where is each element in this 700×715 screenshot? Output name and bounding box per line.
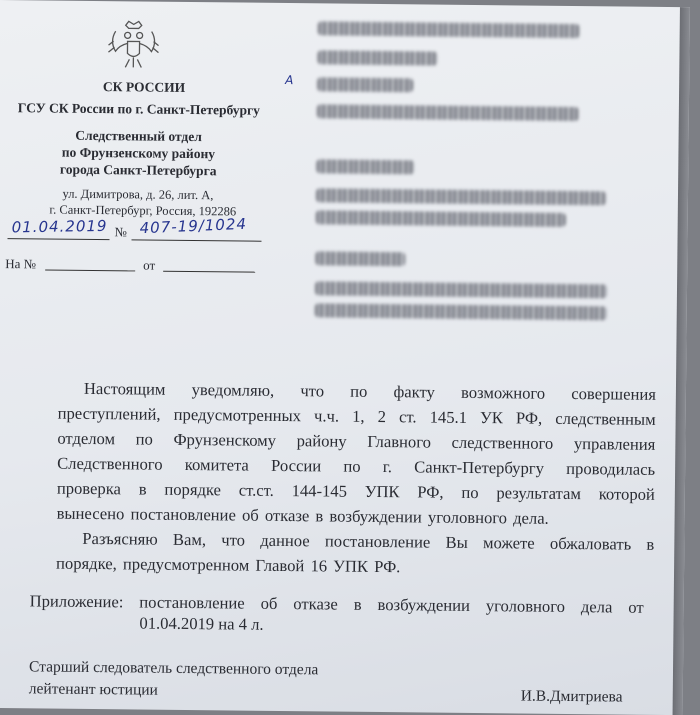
body-line: преступлений, предусмотренных ч.ч. 1, 2 ст. 145.1 УК РФ, следственным [57, 403, 656, 429]
attachment-line: Приложение: постановление об отказе в возбуждении уголовного дела от [29, 591, 644, 617]
dept-line-2: по Фрунзенскому району [61, 144, 216, 162]
number-underline [131, 239, 261, 241]
paper-edge-shadow [673, 7, 690, 715]
dept-line-1: Следственный отдел [75, 127, 202, 145]
body-line: проверка в порядке ст.ст. 144-145 УПК РФ, по результатам которой [56, 478, 655, 504]
redacted-line [317, 50, 437, 65]
body-line: отделом по Фрунзенскому району Главного следственного управления [57, 428, 656, 454]
body-line: порядке, предусмотренном Главой 16 УПК РФ. [56, 553, 401, 577]
signer-name: И.В.Дмитриева [520, 687, 623, 706]
pen-mark: А [285, 72, 295, 88]
ref-number-label: На № [5, 256, 37, 272]
redacted-line [315, 303, 607, 320]
handwritten-date: 01.04.2019 [11, 216, 108, 237]
body-line: вынесено постановление об отказе в возбуждении уголовного дела. [56, 503, 549, 528]
address-line-2: г. Санкт-Петербург, Россия, 192286 [49, 202, 237, 219]
signer-title: Старший следователь следственного отдела [28, 658, 319, 679]
handwritten-number: 407-19/1024 [139, 214, 248, 238]
coat-of-arms-icon [105, 19, 162, 72]
org-subname: ГСУ СК России по г. Санкт-Петербургу [17, 100, 261, 118]
redacted-line [316, 210, 566, 227]
date-underline [7, 238, 109, 240]
redacted-addressee [0, 0, 690, 7]
body-line: Следственного комитета России по г. Санкт-Петербургу проводилась [57, 453, 656, 479]
body-line: Разъясняю Вам, что данное постановление Вы можете обжаловать в [82, 528, 655, 554]
address-line-1: ул. Димитрова, д. 26, лит. А, [62, 186, 214, 203]
redacted-line [316, 159, 414, 174]
ref-date-line [163, 271, 255, 273]
redacted-line [317, 104, 579, 121]
number-label: № [114, 224, 128, 240]
dept-line-3: города Санкт-Петербурга [59, 161, 217, 179]
redacted-line [317, 77, 413, 92]
redacted-line [316, 188, 606, 205]
redacted-line [318, 21, 580, 38]
redacted-line [315, 251, 405, 266]
redacted-line [315, 281, 607, 298]
ref-number-line [45, 269, 135, 271]
body-line: Настоящим уведомляю, что по факту возможного совершения [83, 378, 656, 404]
attachment-line-2: 01.04.2019 на 4 л. [139, 613, 264, 634]
org-name: СК РОССИИ [102, 79, 186, 95]
signer-rank: лейтенант юстиции [28, 680, 158, 699]
ref-from-label: от [143, 257, 156, 273]
